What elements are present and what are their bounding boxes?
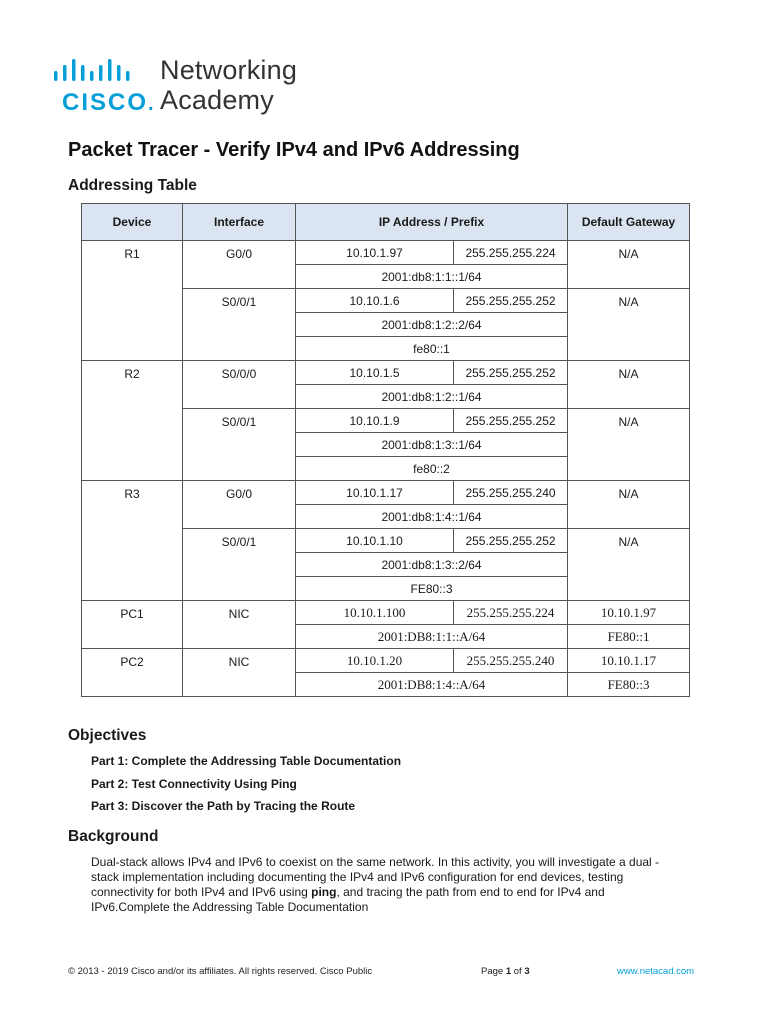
device-cell: R3	[82, 481, 183, 601]
ipv6-cell: 2001:DB8:1:1::A/64	[296, 625, 568, 649]
ipv6-cell: 2001:db8:1:1::1/64	[296, 265, 568, 289]
page-of: of	[511, 966, 525, 977]
logo-academy-text: Academy	[160, 85, 274, 115]
device-cell: R1	[82, 241, 183, 361]
ping-command: ping	[311, 885, 337, 899]
gateway-cell: N/A	[568, 361, 690, 409]
background-line-3	[91, 885, 691, 900]
interface-cell: G0/0	[183, 481, 296, 529]
interface-cell: NIC	[183, 649, 296, 697]
column-header-device: Device	[82, 204, 183, 241]
ipv4-cell: 10.10.1.97	[296, 241, 454, 265]
mask-cell: 255.255.255.252	[454, 409, 568, 433]
table-row	[82, 601, 690, 625]
interface-cell: S0/0/1	[183, 529, 296, 601]
document-title: Packet Tracer - Verify IPv4 and IPv6 Addressing	[68, 139, 520, 161]
mask-cell: 255.255.255.252	[454, 289, 568, 313]
ipv6-cell: 2001:DB8:1:4::A/64	[296, 673, 568, 697]
background-line-3-end: , and tracing the path from end to end for IPv4 and	[336, 885, 605, 899]
ipv4-cell: 10.10.1.10	[296, 529, 454, 553]
device-cell: PC1	[82, 601, 183, 649]
column-header-default-gateway: Default Gateway	[568, 204, 690, 241]
ipv6-link-local-cell: fe80::2	[296, 457, 568, 481]
background-line-4: IPv6.Complete the Addressing Table Documentation	[91, 900, 369, 914]
mask-cell: 255.255.255.240	[454, 649, 568, 673]
objectives-heading: Objectives	[68, 727, 147, 744]
mask-cell: 255.255.255.240	[454, 481, 568, 505]
ipv4-cell: 10.10.1.17	[296, 481, 454, 505]
table-row	[82, 361, 690, 385]
mask-cell: 255.255.255.252	[454, 529, 568, 553]
gateway-cell: N/A	[568, 289, 690, 361]
column-header-ip-prefix: IP Address / Prefix	[296, 204, 568, 241]
cisco-wordmark: CISCO .	[62, 89, 156, 117]
objective-part-3: Part 3: Discover the Path by Tracing the Route	[91, 799, 356, 813]
mask-cell: 255.255.255.252	[454, 361, 568, 385]
objective-part-2: Part 2: Test Connectivity Using Ping	[91, 777, 297, 791]
table-row	[82, 649, 690, 673]
background-line-3-start: connectivity for both IPv4 and IPv6 using	[91, 885, 312, 899]
ipv4-cell: 10.10.1.20	[296, 649, 454, 673]
table-row	[82, 481, 690, 505]
cisco-bridge-icon	[52, 59, 148, 87]
ipv4-cell: 10.10.1.100	[296, 601, 454, 625]
interface-cell: S0/0/0	[183, 361, 296, 409]
mask-cell: 255.255.255.224	[454, 601, 568, 625]
interface-cell: G0/0	[183, 241, 296, 289]
mask-cell: 255.255.255.224	[454, 241, 568, 265]
device-cell: R2	[82, 361, 183, 481]
addressing-table	[81, 203, 690, 697]
page-current: 1	[505, 966, 512, 977]
ipv6-cell: 2001:db8:1:3::1/64	[296, 433, 568, 457]
gateway-cell: N/A	[568, 529, 690, 601]
interface-cell: NIC	[183, 601, 296, 649]
gateway-cell: N/A	[568, 481, 690, 529]
table-row	[82, 241, 690, 265]
background-line-2: stack implementation including documenting the IPv4 and IPv6 configuration for end devices, testing	[91, 870, 624, 884]
gateway-v6-cell: FE80::1	[568, 625, 690, 649]
page-total: 3	[524, 966, 530, 977]
background-line-1: Dual-stack allows IPv4 and IPv6 to coexist on the same network. In this activity, you will investigate a dual -	[91, 855, 660, 869]
interface-cell: S0/0/1	[183, 409, 296, 481]
ipv6-cell: 2001:db8:1:2::1/64	[296, 385, 568, 409]
ipv4-cell: 10.10.1.9	[296, 409, 454, 433]
column-header-interface: Interface	[183, 204, 296, 241]
ipv6-link-local-cell: FE80::3	[296, 577, 568, 601]
cisco-networking-academy-logo	[52, 55, 312, 119]
ipv6-cell: 2001:db8:1:3::2/64	[296, 553, 568, 577]
footer-page-number	[481, 966, 530, 977]
gateway-cell: 10.10.1.17	[568, 649, 690, 673]
interface-cell: S0/0/1	[183, 289, 296, 361]
ipv4-cell: 10.10.1.5	[296, 361, 454, 385]
footer-copyright: © 2013 - 2019 Cisco and/or its affiliates. All rights reserved. Cisco Public	[68, 966, 373, 977]
ipv6-cell: 2001:db8:1:4::1/64	[296, 505, 568, 529]
addressing-table-heading: Addressing Table	[68, 177, 197, 194]
gateway-cell: N/A	[568, 241, 690, 289]
background-heading: Background	[68, 828, 159, 845]
objective-part-1: Part 1: Complete the Addressing Table Documentation	[91, 754, 402, 768]
device-cell: PC2	[82, 649, 183, 697]
page-prefix: Page	[481, 966, 506, 977]
logo-networking-text: Networking	[160, 55, 298, 85]
table-header-row	[82, 204, 690, 241]
ipv6-cell: 2001:db8:1:2::2/64	[296, 313, 568, 337]
ipv6-link-local-cell: fe80::1	[296, 337, 568, 361]
gateway-cell: N/A	[568, 409, 690, 481]
gateway-v6-cell: FE80::3	[568, 673, 690, 697]
gateway-cell: 10.10.1.97	[568, 601, 690, 625]
ipv4-cell: 10.10.1.6	[296, 289, 454, 313]
background-paragraph	[91, 855, 691, 915]
footer-website-link[interactable]: www.netacad.com	[617, 966, 695, 977]
